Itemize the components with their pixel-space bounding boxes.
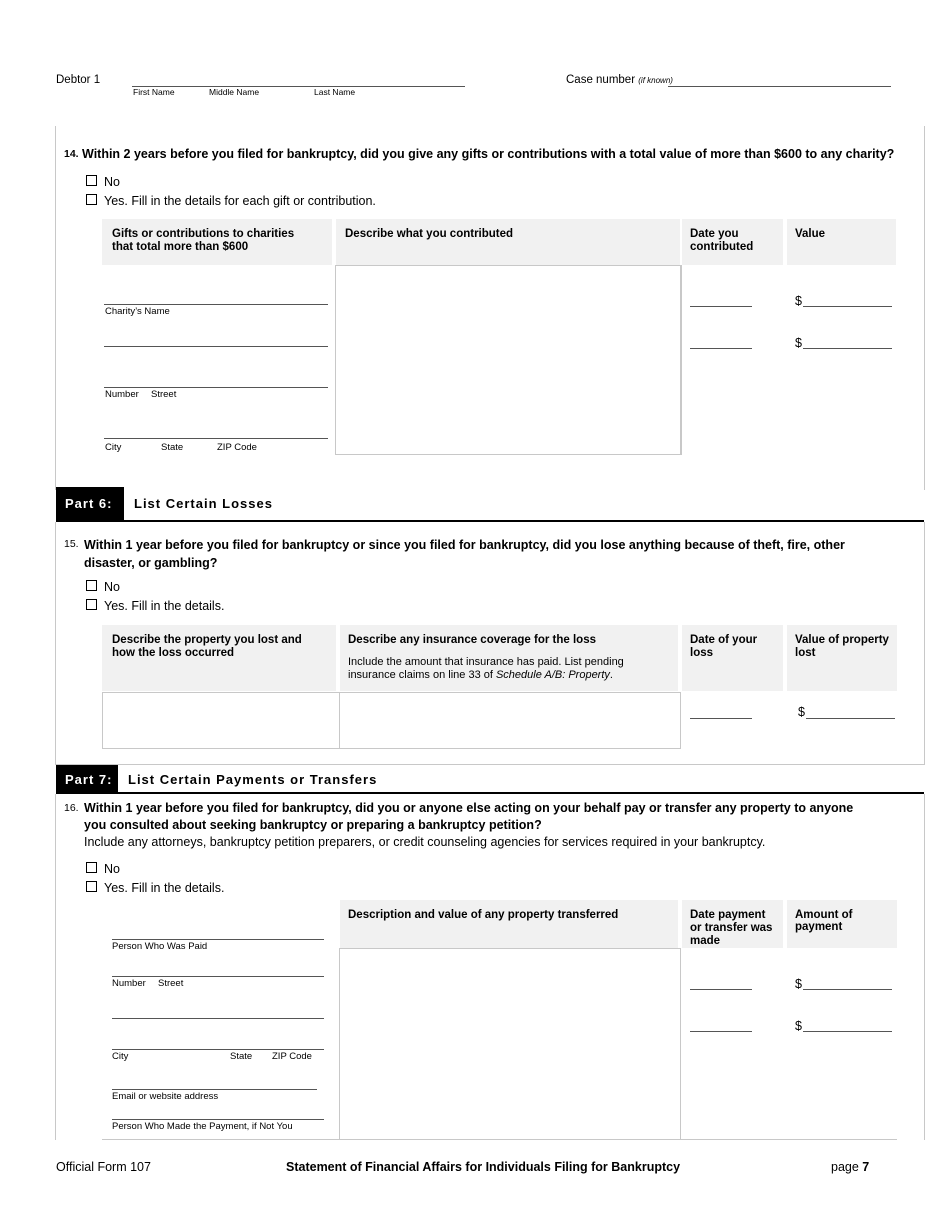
q14-col4-header — [787, 219, 896, 265]
q16-email-field[interactable] — [112, 1089, 317, 1090]
q16-no-checkbox[interactable] — [86, 862, 97, 873]
footer-page-number: 7 — [862, 1160, 870, 1174]
q16-number-label: Number — [112, 978, 146, 989]
q16-amount-field-1[interactable] — [803, 989, 892, 990]
q15-yes-label: Yes. Fill in the details. — [104, 599, 225, 613]
q14-col2-text: Describe what you contributed — [345, 228, 514, 240]
q16-col2-header — [340, 900, 678, 948]
q14-question: Within 2 years before you filed for bankruptcy, did you give any gifts or contributions with a total value of more than $600 to any charity? — [82, 147, 895, 161]
part6-label-box — [56, 487, 124, 521]
q14-number-label: Number — [105, 389, 139, 400]
frame-left-2 — [55, 522, 56, 764]
q15-question: Within 1 year before you filed for bankruptcy or since you filed for bankruptcy, did you lose anything because of theft, fire, other disaster, or gambling? — [84, 538, 845, 570]
q14-value-field-1[interactable] — [803, 306, 892, 307]
q14-state-label: State — [161, 442, 184, 453]
part6-rule — [56, 520, 924, 522]
q15-col2-note: Include the amount that insurance has paid. List pending insurance claims on line 33 of Schedule A/B: Property. — [348, 656, 624, 681]
q15-dollar: $ — [798, 705, 805, 719]
frame-right-2 — [924, 522, 925, 764]
q16-street-field[interactable] — [112, 976, 324, 977]
part7-rule — [56, 792, 924, 794]
q14-col-divider — [681, 265, 682, 455]
q14-date-field-2[interactable] — [690, 348, 752, 349]
q14-charity-name-label: Charity’s Name — [105, 306, 170, 317]
q16-col4-header — [787, 900, 897, 948]
q16-city-label: City — [112, 1051, 129, 1062]
footer-page-label: page — [831, 1160, 859, 1174]
q16-dollar-2: $ — [795, 1019, 802, 1033]
q14-city-label: City — [105, 442, 122, 453]
q16-email-label: Email or website address — [112, 1091, 219, 1102]
case-number-field[interactable] — [668, 86, 891, 87]
q15-number: 15. — [64, 538, 79, 550]
q16-no-label: No — [104, 862, 120, 876]
q16-date-field-1[interactable] — [690, 989, 752, 990]
q16-col3-text: Date payment or transfer was made — [690, 909, 773, 947]
q16-street-label: Street — [158, 978, 184, 989]
q14-col4-text: Value — [795, 228, 826, 240]
q15-col2-text: Describe any insurance coverage for the loss — [348, 634, 596, 646]
q16-col2-text: Description and value of any property transferred — [348, 909, 619, 921]
part7-label-box — [56, 765, 118, 793]
q14-no-label: No — [104, 175, 120, 189]
q16-instruction: Include any attorneys, bankruptcy petition preparers, or credit counseling agencies for services required in your bankruptcy. — [84, 835, 766, 849]
footer-page — [831, 1160, 869, 1174]
q14-street-field[interactable] — [104, 387, 328, 388]
frame-left-1 — [55, 126, 56, 490]
frame-right-3 — [924, 794, 925, 1140]
q14-charity-name-field[interactable] — [104, 304, 328, 305]
middle-name-label: Middle Name — [209, 87, 260, 97]
part7-label: Part 7: — [65, 772, 113, 787]
footer-form-name: Official Form 107 — [56, 1160, 151, 1174]
footer-title: Statement of Financial Affairs for Individuals Filing for Bankruptcy — [286, 1160, 681, 1174]
q16-question: Within 1 year before you filed for bankruptcy, did you or anyone else acting on your behalf pay or transfer any property to anyone you consulted about seeking bankruptcy or preparing a bankruptcy petition? — [84, 801, 854, 832]
q16-number: 16. — [64, 802, 79, 814]
q16-state-label: State — [230, 1051, 253, 1062]
q16-col4-text: Amount of payment — [795, 909, 853, 933]
q16-amount-field-2[interactable] — [803, 1031, 892, 1032]
q16-yes-label: Yes. Fill in the details. — [104, 881, 225, 895]
frame-bottom-2 — [55, 764, 925, 765]
q14-col2-header — [336, 219, 680, 265]
q14-col1-header — [102, 219, 332, 265]
last-name-label: Last Name — [314, 87, 356, 97]
frame-left-3 — [55, 794, 56, 1140]
q16-person-made-label: Person Who Made the Payment, if Not You — [112, 1121, 293, 1132]
first-name-label: First Name — [133, 87, 175, 97]
q14-dollar-1: $ — [795, 294, 802, 308]
part6-title: List Certain Losses — [134, 496, 273, 511]
q15-col1-header — [102, 625, 336, 691]
q14-street-label: Street — [151, 389, 177, 400]
q14-yes-checkbox[interactable] — [86, 194, 97, 205]
q16-dollar-1: $ — [795, 977, 802, 991]
q15-col3-text: Date of your loss — [690, 634, 758, 659]
case-number-label: Case number (if known) — [566, 74, 673, 86]
q15-insurance-textarea[interactable] — [339, 692, 681, 749]
debtor-label: Debtor 1 — [56, 74, 101, 86]
frame-right-1 — [924, 126, 925, 490]
q14-col1-text: Gifts or contributions to charities that total more than $600 — [112, 228, 295, 253]
q15-col3-header — [682, 625, 783, 691]
q14-yes-label: Yes. Fill in the details for each gift or contribution. — [104, 194, 376, 208]
part6-label: Part 6: — [65, 496, 113, 511]
q16-zip-label: ZIP Code — [272, 1051, 312, 1062]
q16-description-textarea[interactable] — [339, 948, 681, 1140]
q15-col1-text: Describe the property you lost and how the loss occurred — [112, 634, 302, 659]
q14-city-field[interactable] — [104, 438, 328, 439]
q15-no-checkbox[interactable] — [86, 580, 97, 591]
debtor-name-field[interactable] — [132, 86, 465, 87]
q14-contribution-textarea[interactable] — [335, 265, 681, 455]
case-number-note: (if known) — [638, 76, 673, 85]
q14-dollar-2: $ — [795, 336, 802, 350]
q14-col3-header — [682, 219, 783, 265]
q14-number: 14. — [64, 148, 79, 160]
q14-value-field-2[interactable] — [803, 348, 892, 349]
q16-person-paid-field[interactable] — [112, 939, 324, 940]
q15-date-field[interactable] — [690, 718, 752, 719]
q15-col4-text: Value of property lost — [795, 634, 889, 659]
q15-value-field[interactable] — [806, 718, 895, 719]
q14-col3-text: Date you contributed — [690, 228, 754, 253]
q14-charity-name-field-2[interactable] — [104, 346, 328, 347]
q14-no-checkbox[interactable] — [86, 175, 97, 186]
q16-yes-checkbox[interactable] — [86, 881, 97, 892]
part7-title: List Certain Payments or Transfers — [128, 772, 378, 787]
q15-col4-header — [787, 625, 897, 691]
q14-date-field-1[interactable] — [690, 306, 752, 307]
q15-property-textarea[interactable] — [102, 692, 340, 749]
q16-col3-header — [682, 900, 783, 948]
q16-address-field-2[interactable] — [112, 1018, 324, 1019]
q14-zip-label: ZIP Code — [217, 442, 257, 453]
q16-city-field[interactable] — [112, 1049, 324, 1050]
q15-no-label: No — [104, 580, 120, 594]
q16-person-made-field[interactable] — [112, 1119, 324, 1120]
q16-date-field-2[interactable] — [690, 1031, 752, 1032]
q16-person-paid-label: Person Who Was Paid — [112, 941, 208, 952]
q15-yes-checkbox[interactable] — [86, 599, 97, 610]
q15-col2-header — [340, 625, 678, 691]
